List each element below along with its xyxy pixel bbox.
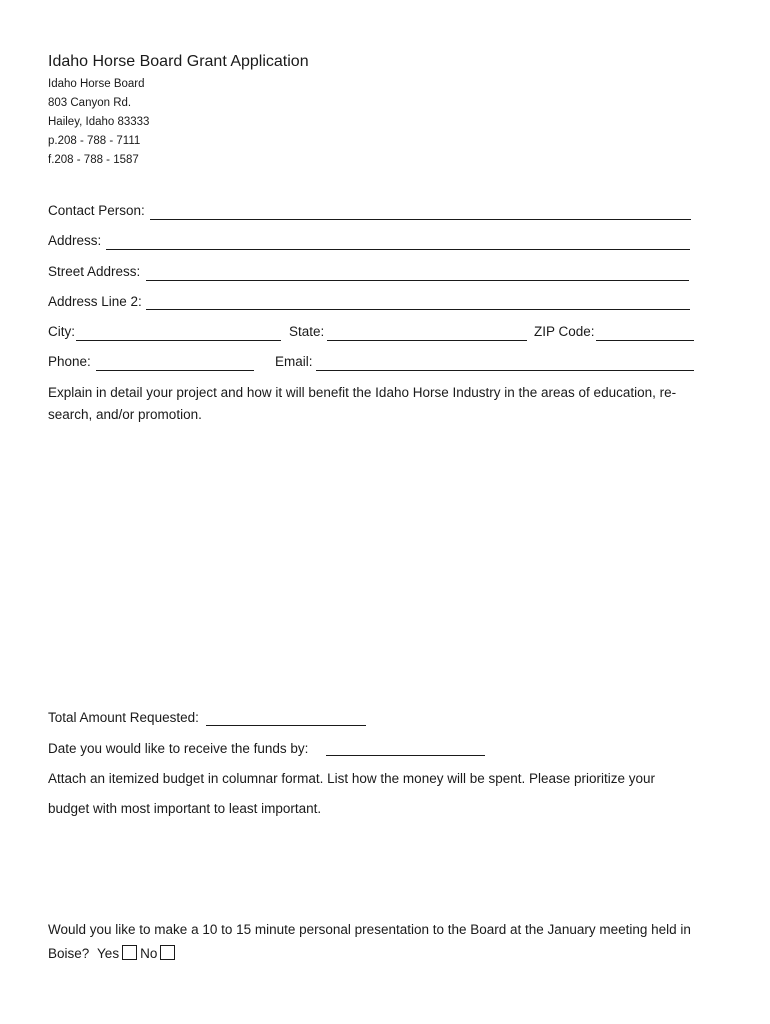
street-address-label: Street Address: — [48, 264, 141, 279]
no-label: No — [140, 946, 158, 961]
budget-line1: Attach an itemized budget in columnar format. List how the money will be spent. Please prioritize your — [48, 771, 656, 786]
budget-line2: budget with most important to least important. — [48, 801, 322, 816]
org-street: 803 Canyon Rd. — [48, 97, 132, 109]
org-city-state-zip: Hailey, Idaho 83333 — [48, 116, 150, 128]
project-explain-line1: Explain in detail your project and how it will benefit the Idaho Horse Industry in the areas of education, re- — [48, 385, 677, 400]
zip-field[interactable] — [596, 340, 694, 341]
address-line2-field[interactable] — [146, 309, 690, 310]
phone-field[interactable] — [96, 370, 254, 371]
city-field[interactable] — [76, 340, 281, 341]
contact-person-label: Contact Person: — [48, 203, 145, 218]
total-amount-field[interactable] — [206, 725, 366, 726]
state-label: State: — [289, 324, 325, 339]
date-funds-field[interactable] — [326, 755, 485, 756]
state-field[interactable] — [327, 340, 527, 341]
contact-person-field[interactable] — [150, 219, 691, 220]
date-funds-label: Date you would like to receive the funds by: — [48, 741, 309, 756]
email-label: Email: — [275, 354, 313, 369]
address-field[interactable] — [106, 249, 690, 250]
form-title: Idaho Horse Board Grant Application — [48, 53, 309, 70]
org-phone: p.208 - 788 - 7111 — [48, 135, 141, 147]
yes-label: Yes — [97, 946, 120, 961]
project-explain — [48, 382, 676, 426]
org-fax: f.208 - 788 - 1587 — [48, 154, 139, 166]
city-label: City: — [48, 324, 75, 339]
no-checkbox[interactable] — [160, 945, 175, 960]
zip-label: ZIP Code: — [534, 324, 595, 339]
presentation-question-boise: Boise? — [48, 946, 90, 961]
project-explain-line2: search, and/or promotion. — [48, 407, 202, 422]
street-address-field[interactable] — [146, 280, 689, 281]
phone-label: Phone: — [48, 354, 91, 369]
address-label: Address: — [48, 233, 102, 248]
address-line2-label: Address Line 2: — [48, 294, 142, 309]
total-amount-label: Total Amount Requested: — [48, 710, 199, 725]
email-field[interactable] — [316, 370, 694, 371]
org-name: Idaho Horse Board — [48, 78, 145, 90]
yes-checkbox[interactable] — [122, 945, 137, 960]
presentation-question-line2 — [48, 945, 178, 961]
presentation-question-line1: Would you like to make a 10 to 15 minute personal presentation to the Board at the January meeting held in — [48, 922, 691, 937]
